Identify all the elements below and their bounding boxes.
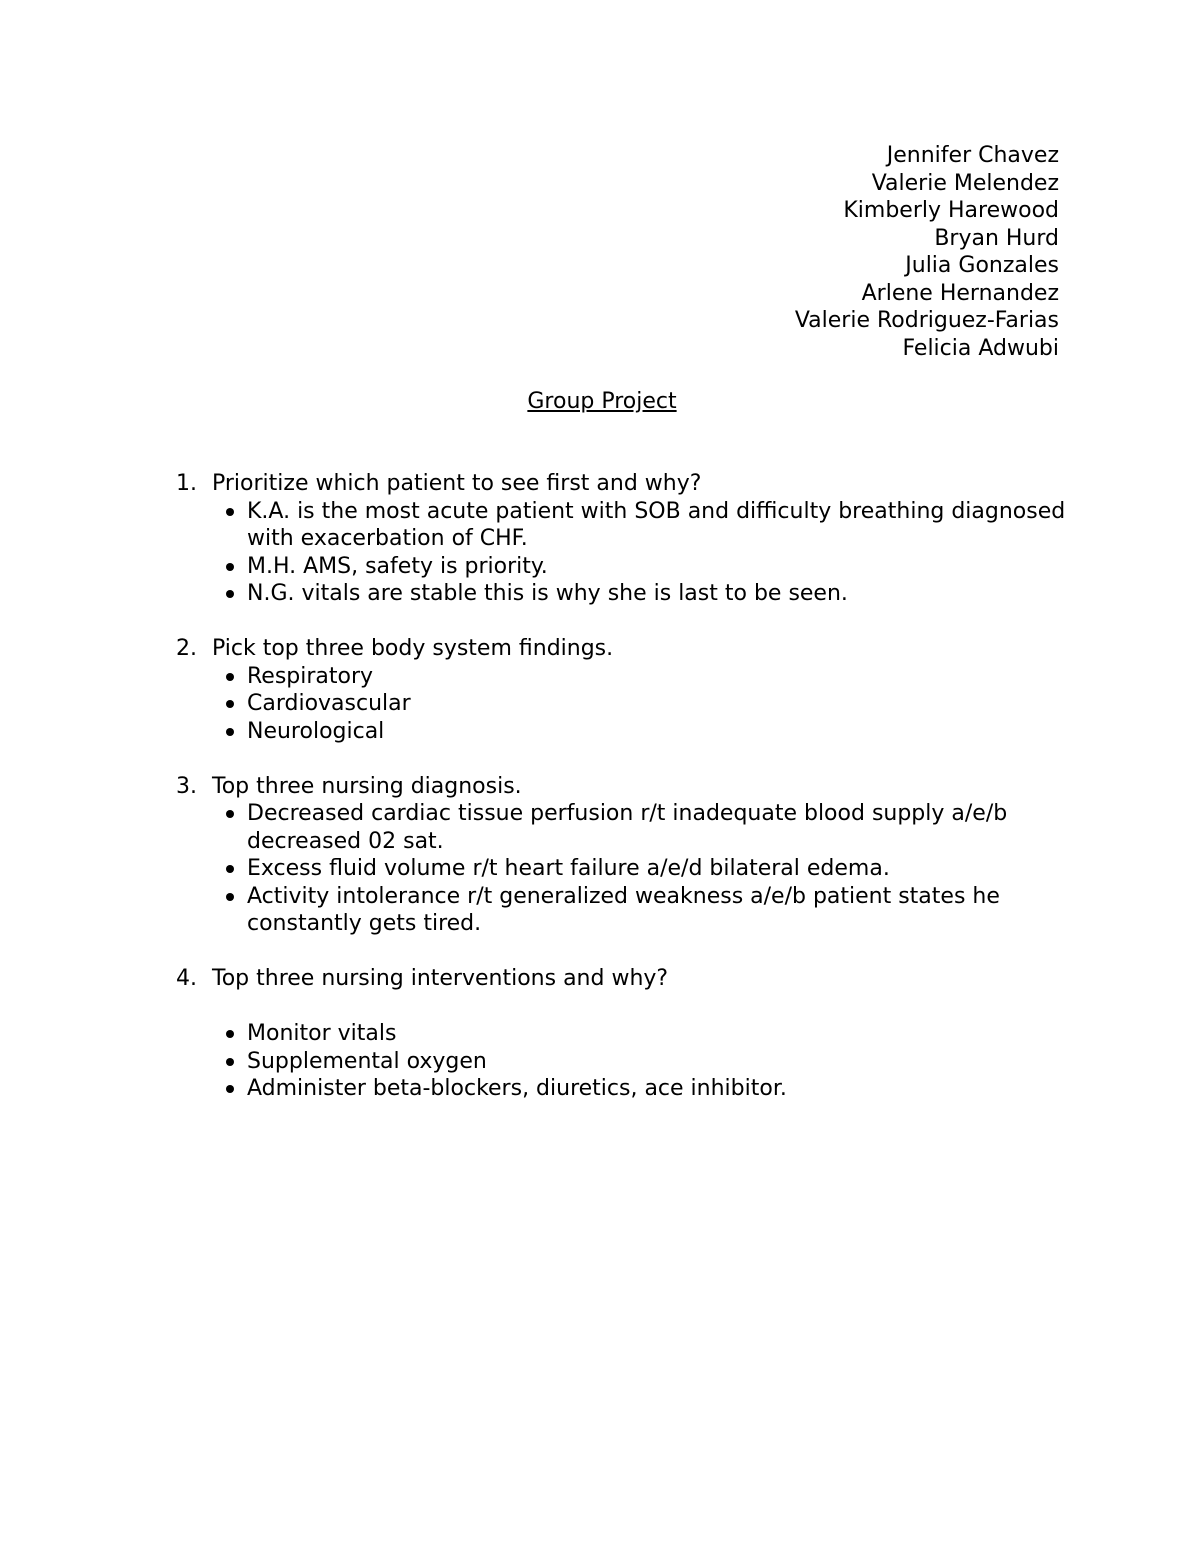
question-2 (176, 635, 1066, 663)
answer-item: Supplemental oxygen (176, 1048, 1066, 1076)
document-title (0, 388, 1200, 416)
answer-item: K.A. is the most acute patient with SOB and difficulty breathing diagnosed with exacerbation of CHF. (176, 498, 1066, 553)
question-3 (176, 773, 1066, 801)
answer-list (176, 1020, 1066, 1103)
question-text: Top three nursing diagnosis. (212, 773, 522, 799)
question-4 (176, 965, 1066, 993)
answer-item: Cardiovascular (176, 690, 1066, 718)
author-name: Julia Gonzales (905, 253, 1059, 278)
question-number: 3. (176, 773, 197, 799)
author-name: Kimberly Harewood (843, 198, 1059, 223)
question-1 (176, 470, 1066, 498)
answer-item: Decreased cardiac tissue perfusion r/t inadequate blood supply a/e/b decreased 02 sat. (176, 800, 1066, 855)
author-name: Valerie Rodriguez-Farias (794, 308, 1059, 333)
author-name: Arlene Hernandez (861, 280, 1059, 306)
author-list (795, 142, 1059, 362)
answer-item: Excess fluid volume r/t heart failure a/e/d bilateral edema. (176, 855, 1066, 883)
answer-item: Respiratory (176, 663, 1066, 691)
title-text: Group Project (527, 389, 677, 414)
answer-list (176, 498, 1066, 608)
question-text: Top three nursing interventions and why? (212, 966, 669, 991)
author-name: Valerie Melendez (871, 170, 1059, 196)
author-name: Bryan Hurd (934, 225, 1059, 251)
answer-item: M.H. AMS, safety is priority. (176, 553, 1066, 581)
question-number: 2. (176, 636, 197, 661)
answer-item: Administer beta-blockers, diuretics, ace inhibitor. (176, 1075, 1066, 1103)
answer-list (176, 800, 1066, 938)
question-text: Prioritize which patient to see first and why? (212, 471, 702, 496)
answer-item: Activity intolerance r/t generalized weakness a/e/b patient states he constantly gets tired. (176, 883, 1066, 938)
answer-list (176, 663, 1066, 746)
answer-item: Monitor vitals (176, 1020, 1066, 1048)
answer-item: N.G. vitals are stable this is why she is last to be seen. (176, 580, 1066, 608)
question-number: 4. (176, 966, 197, 991)
question-number: 1. (176, 471, 197, 496)
question-text: Pick top three body system findings. (212, 636, 614, 661)
author-name: Felicia Adwubi (902, 335, 1059, 361)
author-name: Jennifer Chavez (886, 143, 1059, 168)
answer-item: Neurological (176, 718, 1066, 746)
question-list (176, 470, 1066, 1103)
